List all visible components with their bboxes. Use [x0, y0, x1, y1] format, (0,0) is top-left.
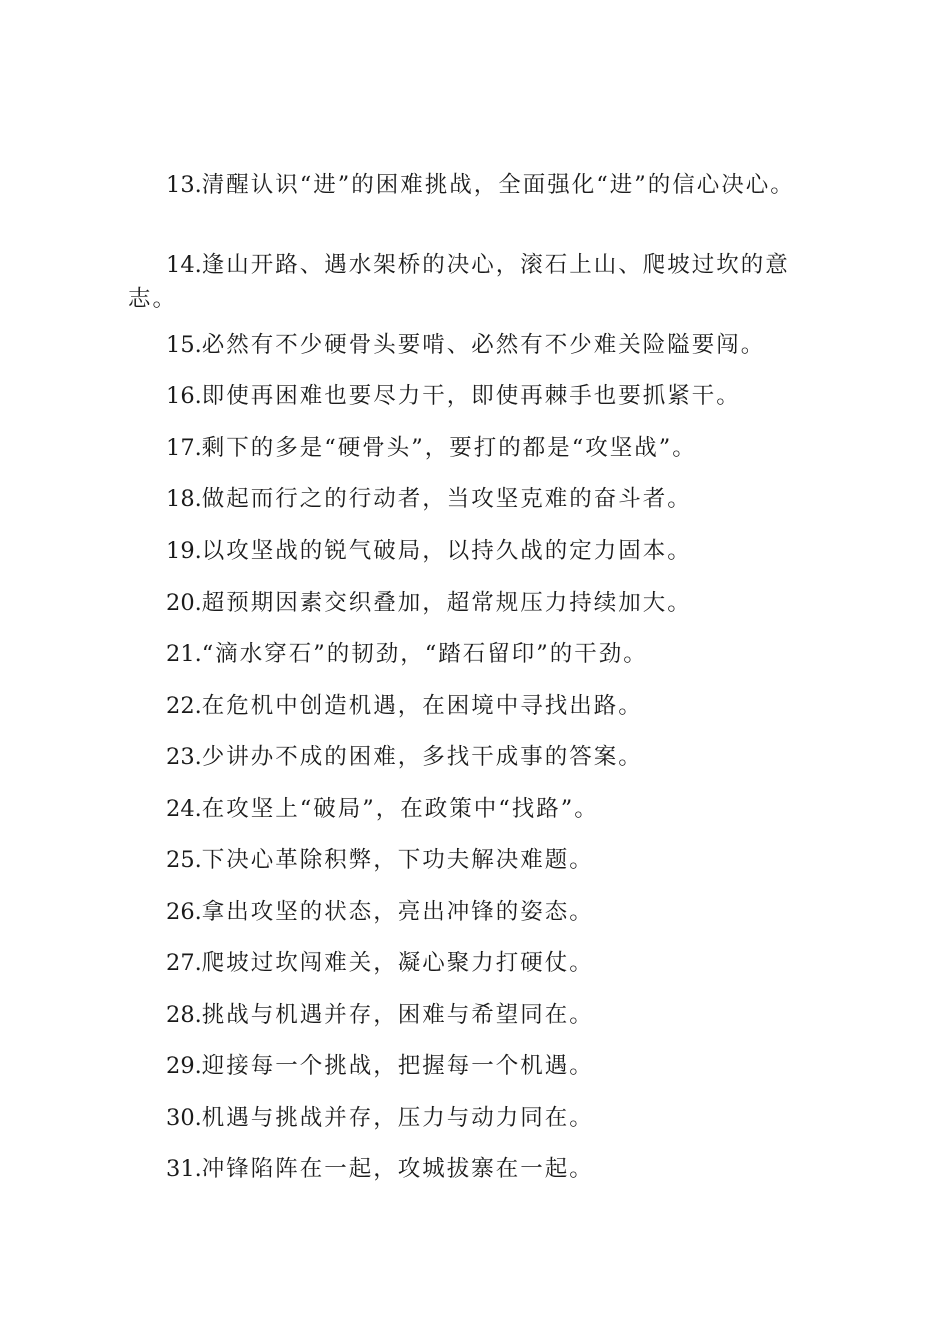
- item-text: 以攻坚战的锐气破局，以持久战的定力固本。: [201, 538, 692, 564]
- item-number: 27.: [166, 950, 202, 976]
- item-number: 26.: [166, 899, 202, 925]
- item-text: 清醒认识“进”的困难挑战，全面强化“进”的信心决心。: [201, 172, 795, 198]
- item-text: 冲锋陷阵在一起，攻城拔寨在一起。: [201, 1156, 594, 1182]
- item-number: 30.: [166, 1105, 202, 1131]
- list-item: [128, 328, 832, 362]
- item-text: 即使再困难也要尽力干，即使再棘手也要抓紧干。: [201, 383, 741, 409]
- item-number: 28.: [166, 1002, 202, 1028]
- list-item: [128, 431, 832, 465]
- item-text: 剩下的多是“硬骨头”，要打的都是“攻坚战”。: [201, 435, 697, 461]
- item-number: 16.: [166, 383, 202, 409]
- item-number: 13.: [166, 172, 202, 198]
- item-number: 29.: [166, 1053, 202, 1079]
- list-item: [128, 637, 832, 671]
- item-number: 20.: [166, 590, 202, 616]
- list-item: [128, 248, 832, 316]
- list-item: [128, 482, 832, 516]
- item-number: 31.: [166, 1156, 202, 1182]
- list-item: [128, 1101, 832, 1135]
- list-item: [128, 1152, 832, 1186]
- item-number: 25.: [166, 847, 202, 873]
- list-item: [128, 843, 832, 877]
- item-text: 超预期因素交织叠加，超常规压力持续加大。: [201, 590, 692, 616]
- item-text: 在危机中创造机遇，在困境中寻找出路。: [201, 693, 643, 719]
- list-item: [128, 946, 832, 980]
- item-number: 24.: [166, 796, 202, 822]
- item-number: 18.: [166, 486, 202, 512]
- item-text: 迎接每一个挑战，把握每一个机遇。: [201, 1053, 594, 1079]
- list-item: [128, 689, 832, 723]
- item-number: 22.: [166, 693, 202, 719]
- item-number: 15.: [166, 332, 202, 358]
- item-number: 23.: [166, 744, 202, 770]
- item-text: 逢山开路、遇水架桥的决心，滚石上山、爬坡过坎的意志。: [128, 252, 790, 312]
- list-item: [128, 534, 832, 568]
- item-number: 14.: [166, 252, 202, 278]
- item-text: 挑战与机遇并存，困难与希望同在。: [201, 1002, 594, 1028]
- item-number: 19.: [166, 538, 202, 564]
- list-item: [128, 998, 832, 1032]
- item-text: 下决心革除积弊，下功夫解决难题。: [201, 847, 594, 873]
- list-item: [128, 168, 832, 202]
- item-text: 做起而行之的行动者，当攻坚克难的奋斗者。: [201, 486, 692, 512]
- item-text: “滴水穿石”的韧劲，“踏石留印”的干劲。: [201, 641, 648, 667]
- item-text: 少讲办不成的困难，多找干成事的答案。: [201, 744, 643, 770]
- item-text: 在攻坚上“破局”，在政策中“找路”。: [201, 796, 599, 822]
- list-item: [128, 895, 832, 929]
- list-item: [128, 586, 832, 620]
- item-text: 必然有不少硬骨头要啃、必然有不少难关险隘要闯。: [201, 332, 766, 358]
- list-item: [128, 792, 832, 826]
- list-item: [128, 740, 832, 774]
- item-text: 机遇与挑战并存，压力与动力同在。: [201, 1105, 594, 1131]
- item-text: 爬坡过坎闯难关，凝心聚力打硬仗。: [201, 950, 594, 976]
- item-number: 17.: [166, 435, 202, 461]
- item-text: 拿出攻坚的状态，亮出冲锋的姿态。: [201, 899, 594, 925]
- item-number: 21.: [166, 641, 202, 667]
- list-item: [128, 379, 832, 413]
- list-item: [128, 1049, 832, 1083]
